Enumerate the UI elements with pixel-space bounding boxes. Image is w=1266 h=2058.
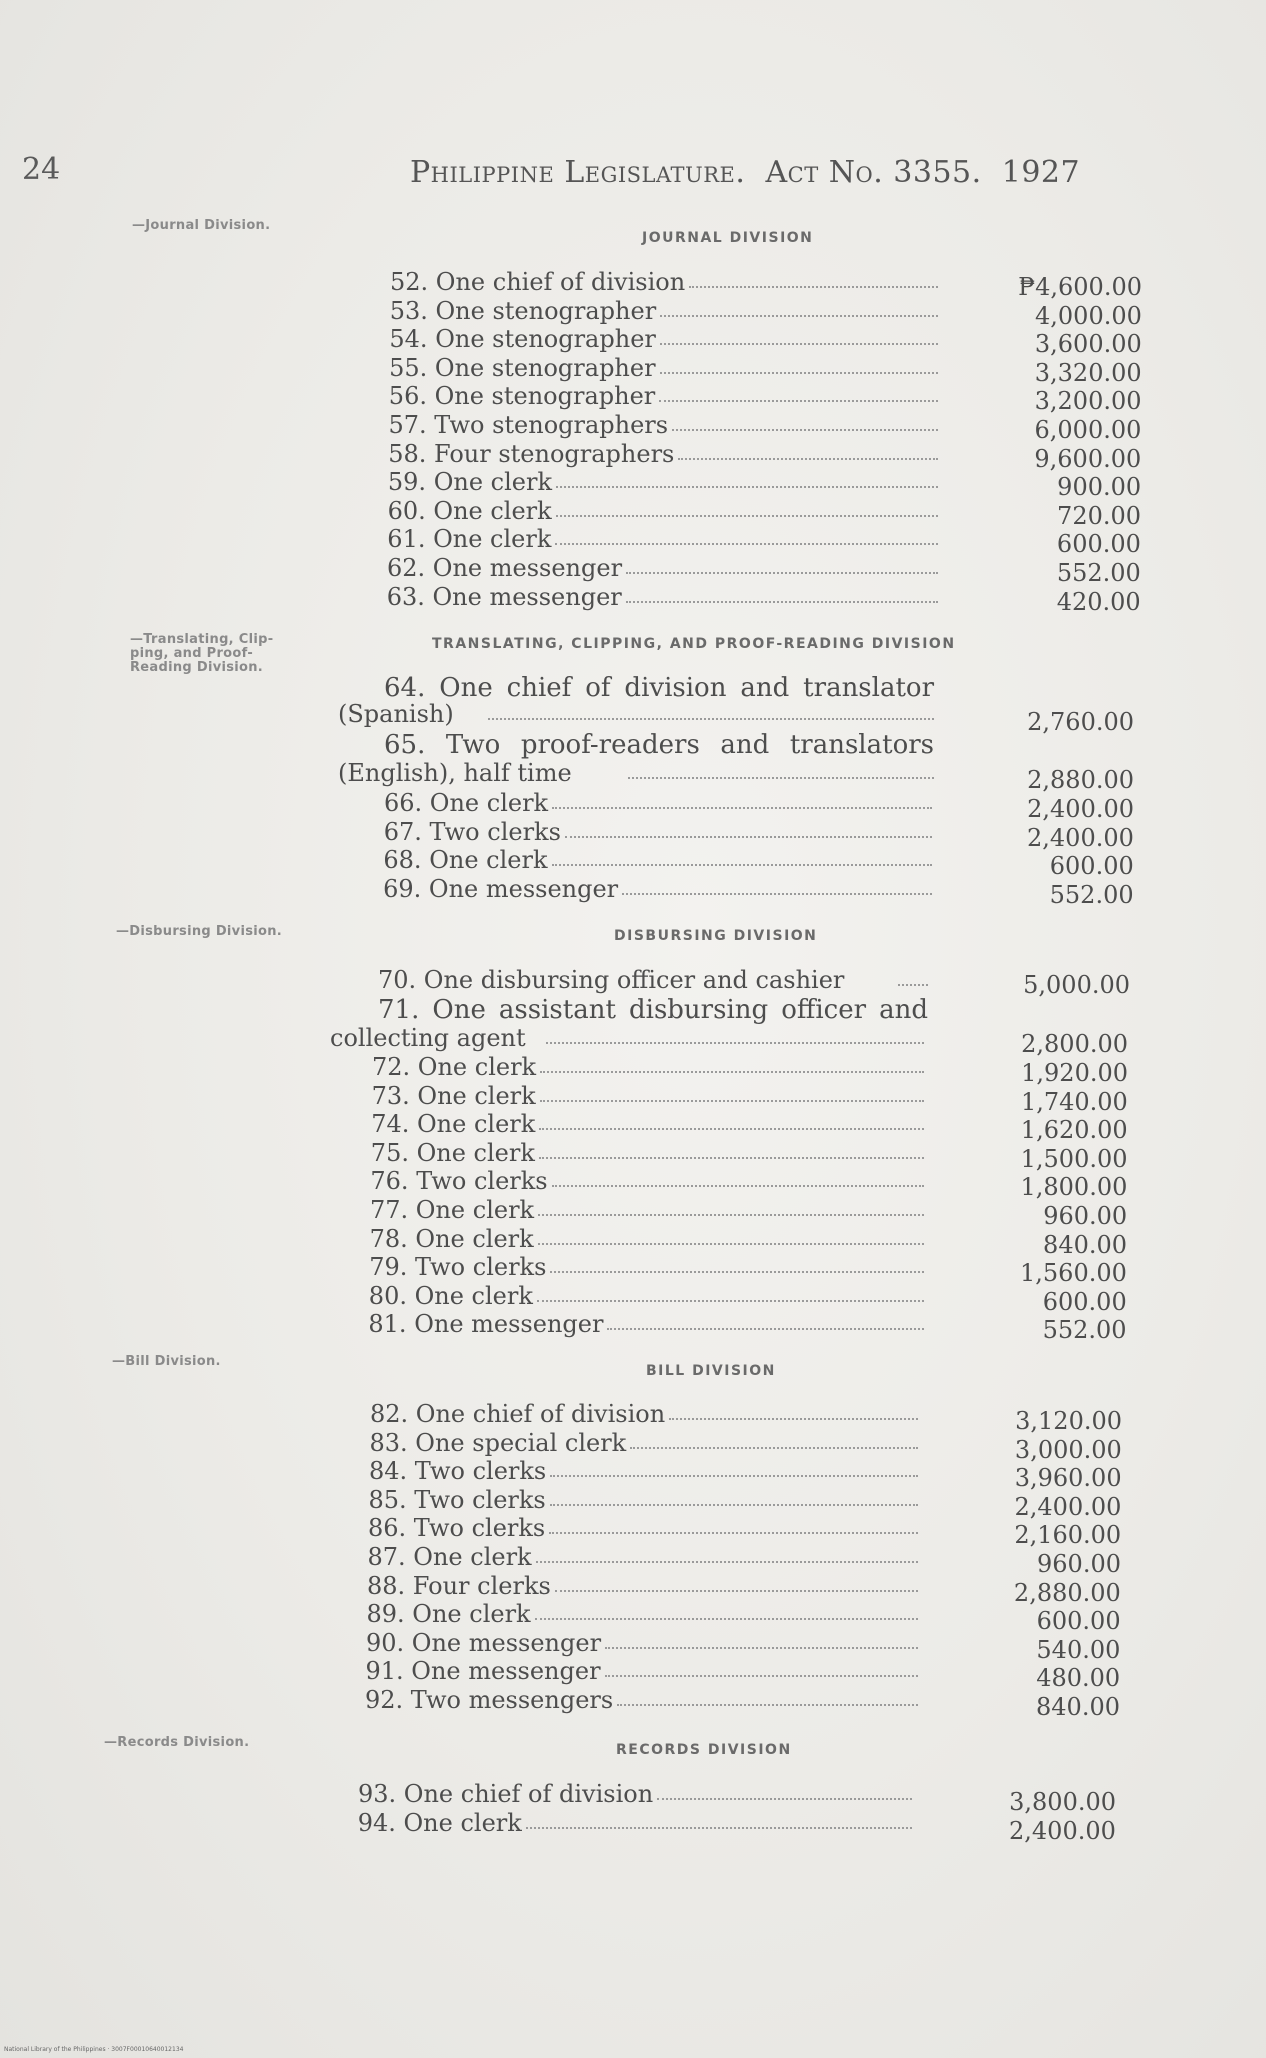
list-item [387,525,938,554]
item-71-amount: 2,800.00 [1021,1030,1128,1058]
leader-dots [555,543,938,545]
item-text: 94. One clerk [357,1808,522,1837]
item-amount: 3,000.00 [1014,1435,1122,1464]
list-item [370,1429,919,1458]
running-header [410,155,1080,190]
item-text: 84. Two clerks [369,1457,547,1486]
item-amount: 6,000.00 [1034,416,1142,444]
list-item [369,1253,924,1282]
item-amount: 2,880.00 [1013,1578,1121,1607]
item-70-amount: 5,000.00 [1023,971,1130,999]
section-disbursing: DISBURSING DIVISION [614,928,818,944]
item-65-line1: 65. Two proof-readers and translators [384,730,934,760]
leader-dots [550,1271,924,1273]
leader-dots [630,1447,918,1449]
leader-dots [565,836,932,838]
item-text: 73. One clerk [371,1081,536,1110]
leader-dots [550,1475,918,1477]
sidenote-translating-line: Reading Division. [130,660,264,675]
item-text: 78. One clerk [369,1224,534,1253]
list-item [389,325,938,354]
item-text: 61. One clerk [387,525,552,554]
leader-dots [678,458,938,460]
item-amount: 552.00 [1056,559,1141,587]
item-amount: 420.00 [1056,587,1141,616]
list-item [369,1282,924,1311]
list-item [368,1514,918,1543]
leader-dots [555,1590,918,1592]
item-text: 87. One clerk [367,1543,532,1571]
item-71-line2 [330,1024,924,1053]
header-act: Act No. 3355. [765,155,982,190]
item-71-line1: 71. One assistant disbursing officer and [378,995,928,1025]
item-text: 54. One stenographer [389,325,656,354]
list-item [372,1053,924,1082]
leader-dots [607,1328,924,1330]
list-item [371,1110,924,1139]
leader-dots [689,286,938,288]
item-text: 85. Two clerks [368,1485,546,1514]
sidenote-translating-line: ping, and Proof- [130,646,254,661]
item-amount: 2,160.00 [1014,1521,1122,1550]
leader-dots [659,400,938,402]
list-item [371,1139,924,1168]
leader-dots [628,777,934,779]
item-amount: ₱4,600.00 [1018,273,1142,301]
list-item [390,297,938,326]
item-amount: 4,000.00 [1035,301,1142,330]
item-text: 83. One special clerk [369,1428,627,1457]
item-amount: 1,560.00 [1020,1259,1127,1288]
leader-dots [672,429,938,431]
list-item [389,382,938,411]
item-text: 53. One stenographer [389,296,657,325]
item-text: 58. Four stenographers [388,439,675,468]
item-amount: 600.00 [1042,1287,1127,1316]
item-text: 70. One disbursing officer and cashier [378,966,845,994]
leader-dots [660,343,938,345]
list-item [389,354,938,383]
list-item [370,1225,924,1254]
item-text: 57. Two stenographers [388,411,669,439]
list-item [366,1629,918,1658]
sidenote-bill: —Bill Division. [112,1354,221,1369]
leader-dots [622,893,932,895]
item-amount: 2,400.00 [1009,1816,1116,1845]
item-text: 86. Two clerks [368,1514,546,1543]
list-item [384,818,932,847]
item-amount: 2,400.00 [1027,823,1134,852]
item-amount: 720.00 [1057,501,1142,530]
leader-dots [549,1532,918,1534]
item-65-line2 [338,759,934,788]
list-item [368,1543,919,1572]
item-text: 89. One clerk [366,1600,531,1629]
leader-dots [488,718,934,720]
leader-dots [552,864,932,866]
item-text: collecting agent [330,1024,526,1052]
item-text: 72. One clerk [372,1053,537,1081]
item-amount: 552.00 [1049,880,1134,909]
item-65-amount: 2,880.00 [1027,766,1134,794]
item-text: 52. One chief of division [390,268,686,296]
item-amount: 480.00 [1036,1664,1121,1693]
sidenote-journal: —Journal Division. [132,218,271,233]
list-item [388,440,938,469]
page-number: 24 [22,152,61,187]
leader-dots [535,1618,918,1620]
sidenote-records: —Records Division. [104,1735,250,1750]
item-64-amount: 2,760.00 [1027,708,1134,736]
item-amount: 960.00 [1043,1202,1128,1230]
list-item [370,1196,924,1225]
item-text: 63. One messenger [386,582,622,611]
item-amount: 600.00 [1036,1607,1121,1636]
section-translating: TRANSLATING, CLIPPING, AND PROOF-READING DIVISION [432,636,956,652]
list-item [366,1657,919,1686]
item-text: 91. One messenger [365,1657,601,1686]
item-text: 60. One clerk [387,496,552,525]
sidenote-disbursing: —Disbursing Division. [116,924,283,939]
item-text: (Spanish) [338,700,454,728]
list-item [387,554,938,583]
section-journal: JOURNAL DIVISION [642,230,814,246]
item-text: 59. One clerk [387,468,552,497]
list-item [384,789,932,818]
item-text: 77. One clerk [370,1196,535,1224]
list-item [370,1167,924,1196]
item-text: 56. One stenographer [388,382,656,411]
item-amount: 9,600.00 [1034,444,1142,473]
item-text: 55. One stenographer [389,353,656,382]
list-item [365,1686,918,1715]
item-amount: 2,400.00 [1027,795,1134,823]
item-text: 88. Four clerks [367,1571,551,1600]
section-records: RECORDS DIVISION [616,1742,792,1758]
item-text: 92. Two messengers [365,1686,614,1714]
item-text: 69. One messenger [383,874,619,903]
list-item [383,875,932,904]
sidenote-translating [130,633,273,675]
item-amount: 1,620.00 [1020,1116,1128,1145]
leader-dots [669,1418,918,1420]
list-item [370,1400,918,1429]
item-amount: 600.00 [1049,852,1134,881]
item-amount: 3,960.00 [1014,1464,1122,1493]
leader-dots [538,1243,924,1245]
item-amount: 900.00 [1057,473,1142,502]
leader-dots [538,1214,924,1216]
leader-dots [556,515,938,517]
item-text: 66. One clerk [384,789,549,817]
item-amount: 840.00 [1036,1693,1120,1721]
item-text: 82. One chief of division [370,1400,666,1428]
list-item [388,468,938,497]
leader-dots [540,1071,924,1073]
item-amount: 3,800.00 [1009,1788,1116,1816]
leader-dots [536,1561,918,1563]
header-year: 1927 [1001,155,1081,190]
item-text: 67. Two clerks [383,817,561,846]
item-text: 80. One clerk [368,1281,533,1310]
list-item [358,1780,912,1809]
item-amount: 600.00 [1056,530,1141,559]
leader-dots [552,807,932,809]
item-text: 81. One messenger [368,1310,604,1339]
leader-dots [526,1827,912,1829]
item-text: 93. One chief of division [358,1780,654,1808]
list-item [369,1457,918,1486]
leader-dots [660,315,938,317]
leader-dots [539,1128,924,1130]
item-amount: 3,120.00 [1015,1407,1122,1435]
leader-dots [660,372,938,374]
item-text: 68. One clerk [383,846,548,875]
list-item [369,1486,919,1515]
item-text: 79. Two clerks [369,1253,547,1282]
leader-dots [898,984,928,986]
leader-dots [537,1300,924,1302]
item-text: 90. One messenger [366,1628,602,1657]
header-title: Philippine Legislature. [410,155,746,190]
list-item [372,1082,924,1111]
item-amount: 1,920.00 [1021,1059,1128,1087]
sidenote-translating-line: —Translating, Clip- [130,632,274,647]
item-amount: 1,800.00 [1020,1173,1128,1202]
leader-dots [550,1504,918,1506]
list-item [368,1310,924,1339]
item-64-line1: 64. One chief of division and translator [384,673,934,703]
leader-dots [657,1798,912,1800]
list-item [383,846,932,875]
list-item [358,1809,912,1838]
leader-dots [605,1675,918,1677]
archive-footer: National Library of the Philippines · 3007F00010640012134 [4,2046,184,2053]
leader-dots [539,1157,924,1159]
item-amount: 840.00 [1043,1230,1128,1259]
item-amount: 3,600.00 [1034,330,1142,359]
list-item [367,1572,918,1601]
item-amount: 3,200.00 [1034,387,1142,416]
item-amount: 552.00 [1042,1316,1127,1345]
leader-dots [626,572,938,574]
item-amount: 2,400.00 [1014,1492,1122,1521]
item-text: 62. One messenger [387,554,623,582]
item-amount: 1,500.00 [1020,1144,1128,1173]
item-amount: 1,740.00 [1020,1087,1128,1116]
item-text: 74. One clerk [371,1110,536,1139]
list-item [390,268,938,297]
leader-dots [552,1185,924,1187]
item-amount: 960.00 [1037,1550,1121,1578]
leader-dots [626,601,938,603]
list-item [367,1600,919,1629]
leader-dots [556,486,938,488]
item-text: (English), half time [338,759,572,787]
list-item [388,497,938,526]
leader-dots [617,1704,918,1706]
leader-dots [605,1647,918,1649]
item-70 [378,966,928,995]
leader-dots [546,1042,924,1044]
item-amount: 540.00 [1036,1635,1121,1664]
item-text: 75. One clerk [370,1138,535,1167]
item-64-line2 [338,700,934,729]
item-text: 76. Two clerks [370,1167,548,1196]
section-bill: BILL DIVISION [646,1363,776,1379]
list-item [387,583,938,612]
item-amount: 3,320.00 [1034,358,1142,387]
list-item [389,411,939,440]
leader-dots [540,1100,924,1102]
